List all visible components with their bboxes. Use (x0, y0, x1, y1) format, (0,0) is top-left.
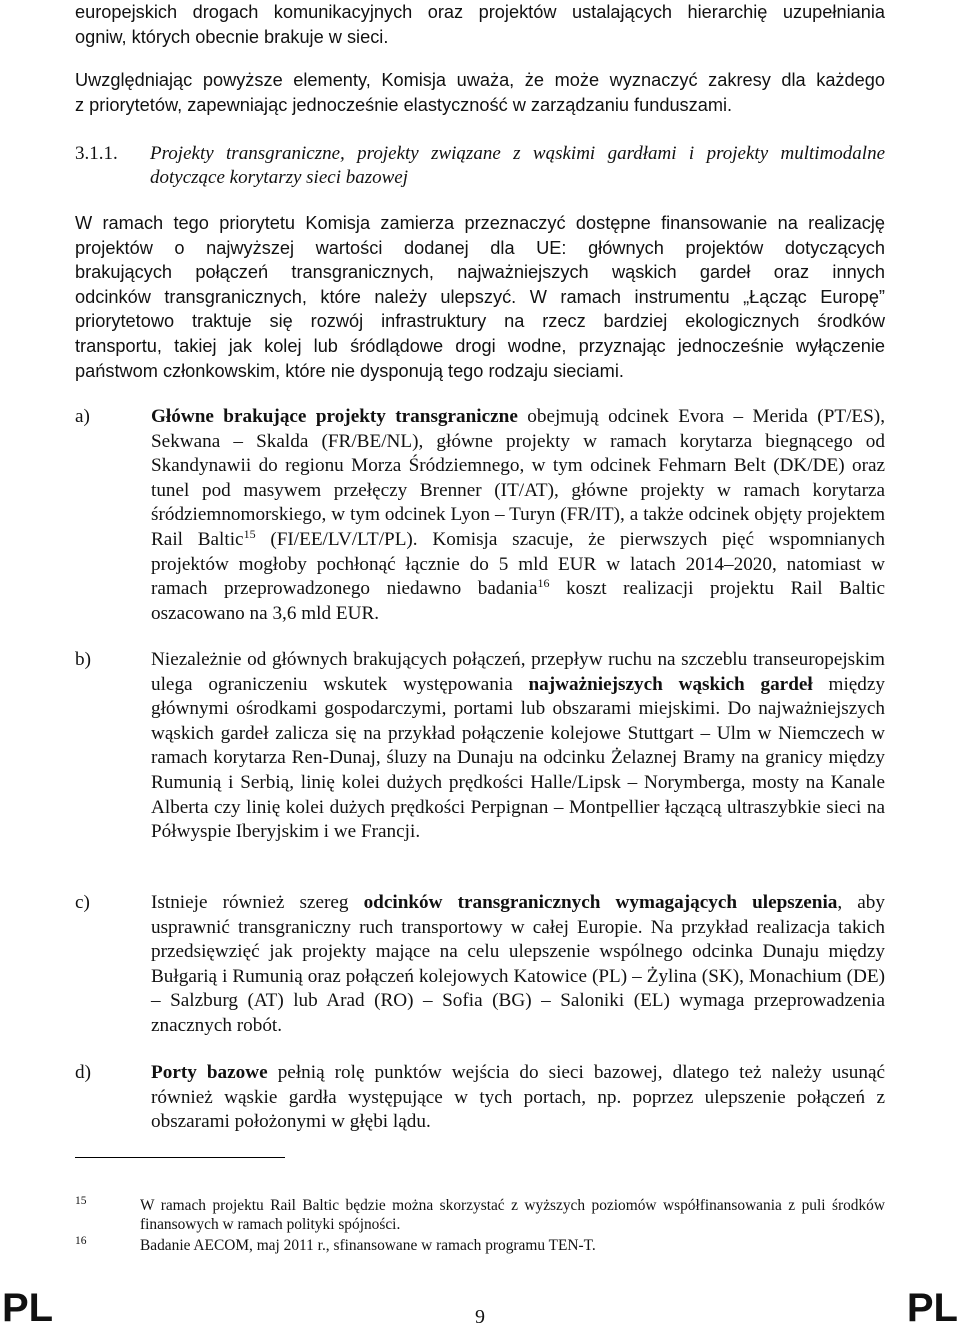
list-item-d (75, 1061, 885, 1141)
footnote-15 (75, 1196, 885, 1236)
item-text: koszt realizacji projektu Rail Baltic oszacowano na 3,6 mld EUR. (151, 578, 885, 624)
item-text: obejmują odcinek Evora – Merida (PT/ES), Sekwana – Skalda (FR/BE/NL), główne projekty w ramach korytarza biegnącego od Skandynawii do regionu Morza Śródziemnego, w tym odcinek Fehmarn Belt (DK/DE) oraz tunel pod masywem przełęczy Brenner (IT/AT), główne projekty w ramach korytarza śródziemnomorskiego, w tym odcinek Lyon – Turyn (FR/IT), a także odcinek objęty projektem Rail Baltic (151, 406, 885, 550)
footnote-16 (75, 1236, 885, 1256)
intro-paragraph (75, 0, 885, 49)
list-item-body (151, 405, 885, 626)
footer-language-left: PL (2, 1286, 54, 1330)
intro-line-1: europejskich drogach komunikacyjnych oraz projektów ustalających hierarchię uzupełniania (75, 2, 885, 22)
item-text: pełnią rolę punktów wejścia do sieci bazowej, dlatego też należy usunąć również wąskie gardła występujące w tych portach, np. poprzez ulepszenie połączeń z obszarami położonymi w głębi lądu. (151, 1062, 886, 1133)
priorities-paragraph (75, 68, 885, 117)
para-line: brakujących połączeń transgranicznych, najważniejszych wąskich gardeł oraz innych (75, 262, 885, 283)
footnote-text: Badanie AECOM, maj 2011 r., sfinansowane w ramach programu TEN-T. (140, 1237, 596, 1254)
para-line: projektów o najwyższej wartości dodanej dla UE: głównych projektów dotyczących (75, 237, 885, 258)
bold-phrase: Porty bazowe (151, 1062, 268, 1083)
list-item-body (151, 1061, 885, 1135)
footnote-ref-15[interactable]: 15 (243, 526, 256, 541)
para-line: odcinków transgranicznych, które należy ulepszyć. W ramach instrumentu „Łącząc Europę” (75, 286, 885, 307)
item-text: (FI/EE/LV/LT/PL). Komisja szacuje, że pierwszych pięć wspomnianych projektów mogłoby pochłonąć łącznie do 5 mld EUR w latach 2014–2020, natomiast w ramach przeprowadzonego niedawno badania (151, 528, 885, 600)
bold-phrase: odcinków transgranicznych wymagających ulepszenia (363, 892, 838, 913)
bold-phrase: Główne brakujące projekty transgraniczne (151, 406, 518, 427)
para-line: państwom członkowskim, które nie dysponują tego rodzaju sieciami. (75, 360, 624, 381)
list-item-body (151, 891, 885, 1039)
para-line: transportu, takiej jak kolej lub śródlądowe drogi wodne, przyznając jednocześnie wyłączenie (75, 335, 885, 356)
section-heading (75, 142, 885, 192)
footnote-separator (75, 1157, 285, 1158)
footnote-ref-16[interactable]: 16 (537, 576, 550, 591)
section-title: Projekty transgraniczne, projekty związane z wąskimi gardłami i projekty multimodalne dotyczące korytarzy sieci bazowej (150, 143, 885, 188)
item-text: między głównymi ośrodkami gospodarczymi, portami lub obszarami miejskimi. Do najważniejszych wąskich gardeł zalicza się na przykład połączenie kolejowe Stuttgart – Ulm w Niemczech w ramach korytarza Ren-Dunaj, śluzy na Dunaju na odcinku Żelaznej Bramy na granicy między Rumunią i Serbią, linię kolei dużych prędkości Halle/Lipsk – Norymberga, mosty na Kanale Alberta czy linię kolei dużych prędkości Perpignan – Montpellier łączącą ultraszybkie sieci na Półwyspie Iberyjskim i we Francji. (151, 673, 886, 843)
list-item-c (75, 891, 885, 1046)
footnote-number: 15 (75, 1195, 87, 1207)
list-label: b) (75, 649, 91, 670)
page-number: 9 (475, 1306, 485, 1328)
list-label: a) (75, 406, 90, 427)
para-line: W ramach tego priorytetu Komisja zamierza przeznaczyć dostępne finansowanie na realizację (75, 213, 885, 233)
footnote-number: 16 (75, 1235, 87, 1247)
list-label: c) (75, 892, 90, 913)
item-text: Niezależnie od głównych brakujących połączeń, przepływ ruchu na szczeblu transeuropejskim ulega ograniczeniu wskutek występowania (151, 649, 885, 695)
para-line: priorytetowo traktuje się rozwój infrastruktury na rzecz bardziej ekologicznych środków (75, 311, 885, 332)
footnote-text: W ramach projektu Rail Baltic będzie można skorzystać z wyższych poziomów współfinansowania z puli środków finansowych w ramach polityki spójności. (140, 1197, 885, 1233)
intro-line-2: ogniw, których obecnie brakuje w sieci. (75, 26, 389, 47)
item-text: Istnieje również szereg (151, 892, 364, 913)
bold-phrase: najważniejszych wąskich gardeł (528, 673, 813, 695)
priorities-line-2: z priorytetów, zapewniając jednocześnie elastyczność w zarządzaniu funduszami. (75, 94, 733, 115)
list-item-a (75, 405, 885, 635)
section-number: 3.1.1. (75, 143, 118, 164)
item-text: , aby usprawnić transgraniczny ruch transportowy w całej Europie. Na przykład realizacja takich przedsięwzięć jak projekty mające na celu ulepszenie wspólnego odcinka Dunaju między Bułgarią i Rumunią oraz połączeń kolejowych Katowice (PL) – Żylina (SK), Monachium (DE) – Salzburg (AT) lub Arad (RO) – Sofia (BG) – Saloniki (EL) wymaga przeprowadzenia znacznych robót. (151, 892, 885, 1036)
footer-language-right: PL (906, 1286, 958, 1330)
list-label: d) (75, 1062, 91, 1083)
list-item-b (75, 648, 885, 873)
list-item-body (151, 648, 885, 845)
priorities-line-1: Uwzględniając powyższe elementy, Komisja uważa, że może wyznaczyć zakresy dla każdego (75, 70, 885, 90)
priority-description-paragraph (75, 211, 885, 383)
